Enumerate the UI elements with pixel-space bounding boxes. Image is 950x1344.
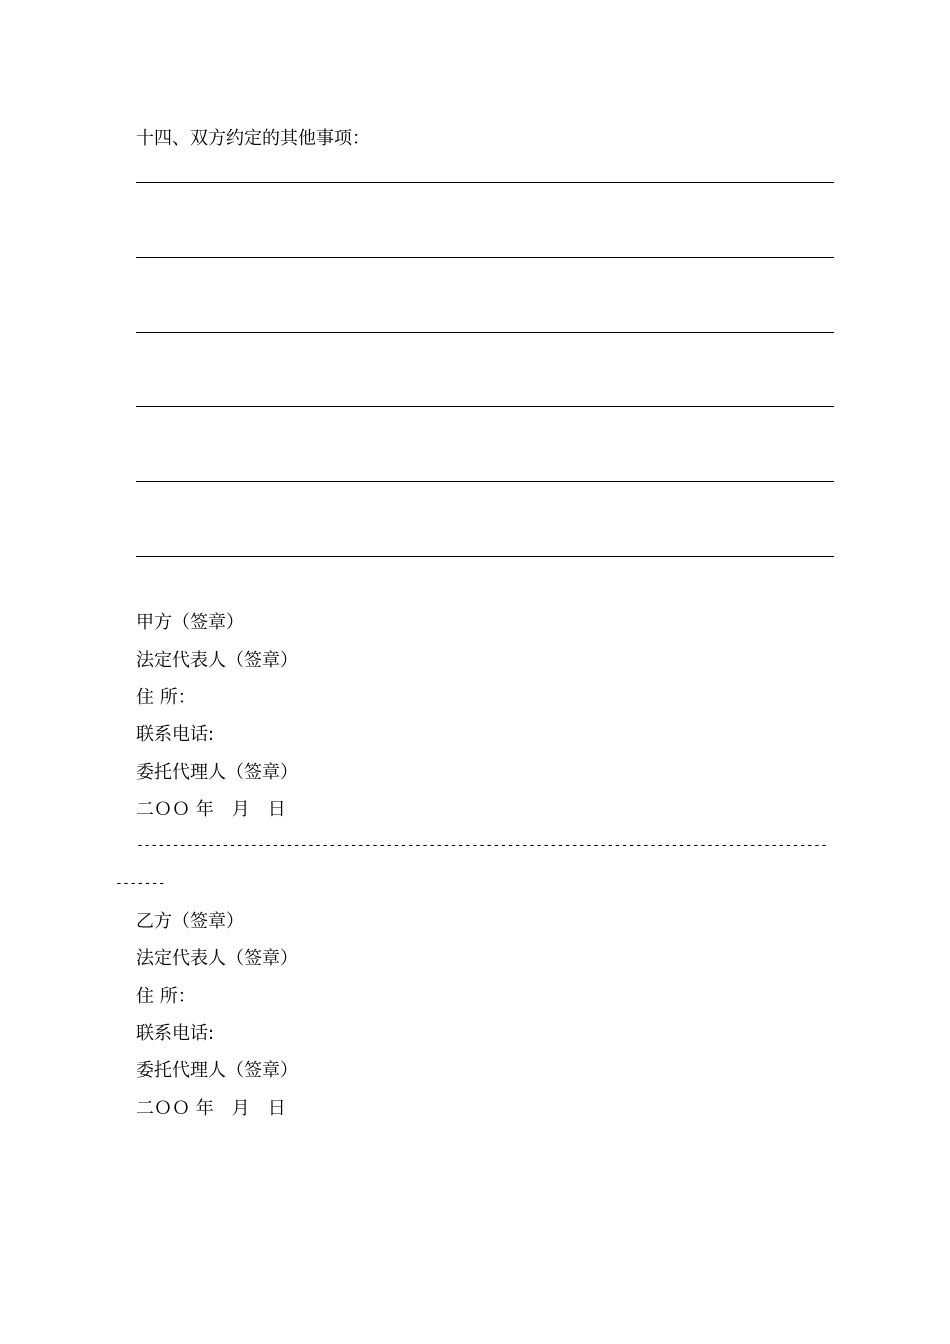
party-a-agent: 委托代理人（签章） <box>136 762 298 783</box>
party-b-address: 住 所： <box>136 986 196 1007</box>
party-b-agent: 委托代理人（签章） <box>136 1060 298 1081</box>
blank-line-5 <box>136 481 834 482</box>
blank-line-2 <box>136 257 834 258</box>
party-b-legal-rep: 法定代表人（签章） <box>136 948 298 969</box>
party-a-address: 住 所： <box>136 687 196 708</box>
party-a-title: 甲方（签章） <box>136 612 244 633</box>
blank-line-6 <box>136 556 834 557</box>
blank-line-4 <box>136 406 834 407</box>
party-b-title: 乙方（签章） <box>136 911 244 932</box>
party-a-date: 二ＯＯ 年 月 日 <box>136 799 286 820</box>
separator-dashes-continued: ------- <box>115 876 165 891</box>
party-a-legal-rep: 法定代表人（签章） <box>136 650 298 671</box>
separator-dashes: ------------------------------------------------------------------------------------------------- <box>136 838 828 853</box>
blank-line-3 <box>136 332 834 333</box>
blank-line-1 <box>136 182 834 183</box>
party-a-phone: 联系电话: <box>136 724 215 745</box>
party-b-phone: 联系电话: <box>136 1023 215 1044</box>
clause-heading: 十四、双方约定的其他事项： <box>136 128 370 149</box>
party-b-date: 二ＯＯ 年 月 日 <box>136 1098 286 1119</box>
